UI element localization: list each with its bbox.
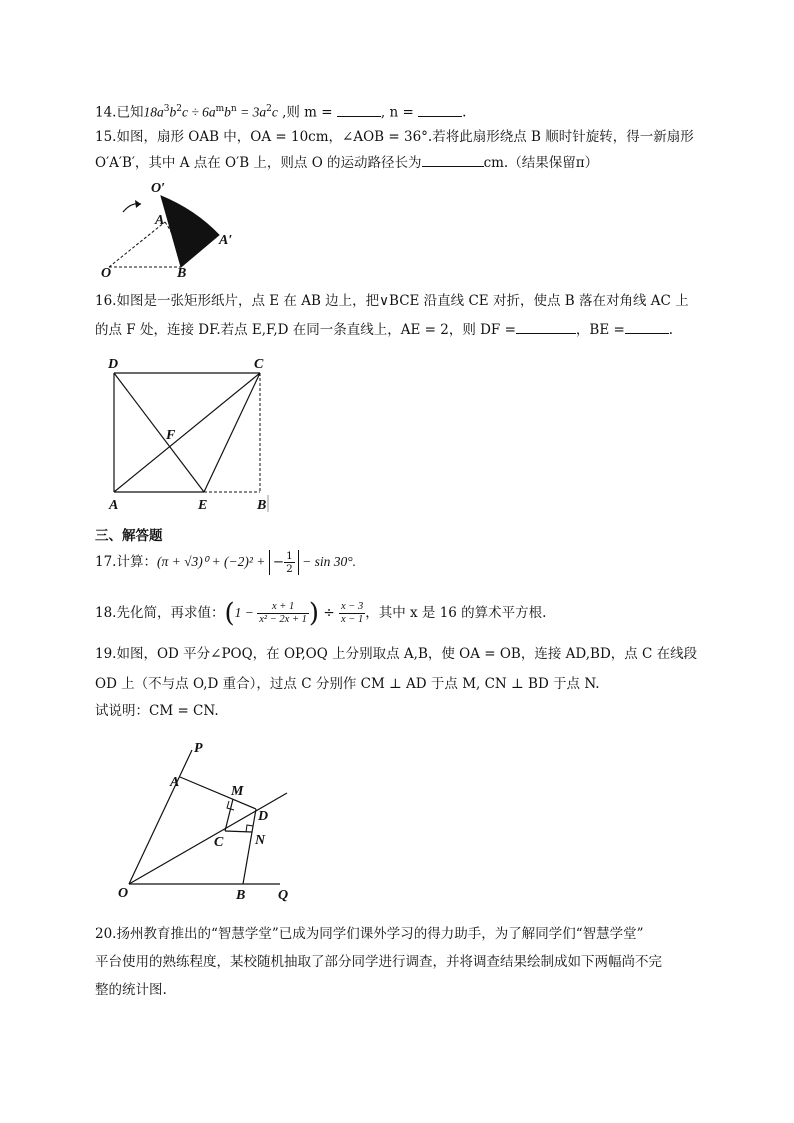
label-B: B [257,498,267,513]
question-16-line2: 的点 F 处，连接 DF.若点 E,F,D 在同一条直线上，AE = 2，则 DF = ，BE = . [95,322,674,338]
question-19-line1: 19.如图，OD 平分∠POQ，在 OP,OQ 上分别取点 A,B，使 OA = OB，连接 AD,BD，点 C 在线段 [95,646,698,662]
segment-DE [114,373,204,492]
question-15-line2: O′A′B′，其中 A 点在 O′B 上，则点 O 的运动路径长为 cm.（结果保留π） [95,155,599,171]
label-O: O [118,886,129,901]
label-O-prime: O′ [151,181,166,196]
label-A: A [170,775,180,790]
answer-blank-n[interactable] [418,104,462,117]
label-Q: Q [278,888,289,903]
label-B: B [177,266,187,278]
segment-CN [225,831,252,832]
label-O: O [101,266,112,278]
question-20-line2: 平台使用的熟练程度，某校随机抽取了部分同学进行调查，并将调查结果绘制成如下两幅尚不完 [95,954,662,970]
question-18: 18.先化简，再求值：(1 − $\frac{x + 1}{\text{x² − 2x + 1}}$ ) ÷ $\frac{x - 3}{x - 1}$ ，其中 x 是 16 的算术平方根. [95,598,547,629]
segment-AD [180,777,256,809]
answer-blank-DF[interactable] [516,321,576,334]
question-15-line1: 15.如图，扇形 OAB 中，OA = 10cm，∠AOB = 36°.若将此扇形绕点 B 顺时针旋转，得一新扇形 [95,129,694,145]
figure-q16-rectangle [100,355,280,515]
label-C: C [254,357,264,372]
label-C: C [214,835,224,850]
segment-AC [114,373,260,492]
absolute-value: − $\frac{1}{2}$ [269,550,299,575]
ray-OP [129,750,192,884]
segment-EC [204,373,260,492]
section-heading: 三、解答题 [95,528,163,544]
label-D: D [258,809,269,824]
question-17: 17.计算：(π + √3)⁰ + (−2)² + − $\frac{1}{2}$ − sin 30°. [95,550,357,575]
arrow-head-icon [135,200,141,208]
label-A: A [155,213,165,228]
figure-q19-angle [110,735,320,905]
label-B: B [236,888,246,903]
label-E: E [198,498,208,513]
label-A: A [109,498,119,513]
right-angle-M [227,801,234,810]
question-19-line2: OD 上（不与点 O,D 重合），过点 C 分别作 CM ⊥ AD 于点 M, CN ⊥ BD 于点 N. [95,676,600,692]
label-D: D [108,357,119,372]
rotated-sector [161,196,219,267]
figure-q15-sector [95,178,245,278]
question-14: 14.已知$18a^3b^2c \div 6a^mb^n = 3a^2c$ ,则 m = , n = . [95,104,467,121]
answer-blank-m[interactable] [337,104,381,117]
segment-OA [109,222,165,267]
label-A-prime: A′ [219,233,233,248]
answer-blank-path-length[interactable] [422,154,484,167]
question-20-line3: 整的统计图. [95,982,167,998]
question-16-line1: 16.如图是一张矩形纸片，点 E 在 AB 边上，把∨BCE 沿直线 CE 对折，使点 B 落在对角线 AC 上 [95,293,689,309]
question-20-line1: 20.扬州教育推出的“智慧学堂”已成为同学们课外学习的得力助手，为了解同学们“智慧学堂” [95,926,644,942]
question-19-line3: 试说明：CM = CN. [95,703,219,719]
label-N: N [255,833,266,848]
answer-blank-BE[interactable] [625,321,669,334]
label-M: M [231,784,244,799]
label-P: P [194,741,203,756]
label-F: F [166,428,176,443]
